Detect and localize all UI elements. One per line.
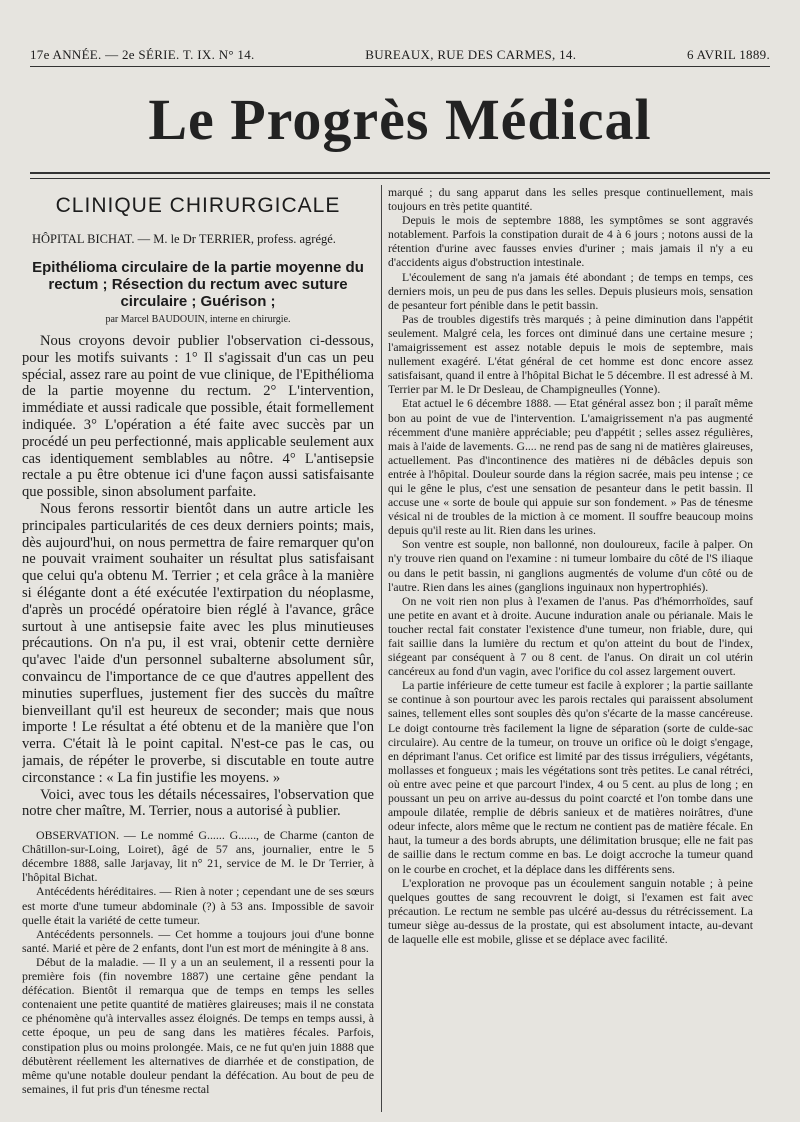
left-column — [22, 190, 374, 1096]
issue-date: 6 AVRIL 1889. — [687, 47, 770, 62]
paragraph: Voici, avec tous les détails nécessaires, l'observation que notre cher maître, M. Terrier, nous a autorisé à publier. — [22, 786, 374, 820]
masthead-rule-bottom — [30, 178, 770, 179]
antecedents-hereditary: Antécédents héréditaires. — Rien à noter ; cependant une de ses sœurs est morte d'une tumeur abdominale (?) à 53 ans. Impossible de savoir quelle était la variété de cette tumeur. — [22, 884, 374, 927]
paragraph: marqué ; du sang apparut dans les selles presque continuellement, mais toujours en très petite quantité. — [388, 186, 753, 214]
header-rule — [30, 66, 770, 67]
article-title: Epithélioma circulaire de la partie moyenne du rectum ; Résection du rectum avec suture circulaire ; Guérison ; — [32, 259, 364, 310]
section-title: CLINIQUE CHIRURGICALE — [55, 194, 341, 217]
masthead: Le Progrès Médical — [148, 87, 652, 152]
department-line: HÔPITAL BICHAT. — M. le Dr TERRIER, profess. agrégé. — [32, 232, 336, 246]
paragraph: Nous croyons devoir publier l'observation ci-dessous, pour les motifs suivants : 1° Il s'agissait d'un cas un peu spécial, assez rare au point de vue clinique, de l'Epithélioma de la partie moyenne du rectum. 2° L'intervention, immédiate et aussi radicale que possible, était formellement indiquée. 3° L'opération a été faite avec succès par un procédé un peu perfectionné, mais applicable seulement aux cas identiquement semblables au nôtre. 4° L'antisepsie rectale a pu être obtenue ici d'une façon aussi satisfaisante que possible, sinon absolument parfaite. — [22, 333, 374, 501]
paragraph: Nous ferons ressortir bientôt dans un autre article les principales particularités de ces deux derniers points; mais, dès aujourd'hui, on nous permettra de faire remarquer qu'on ne pouvait vraiment souhaiter un résultat plus satisfaisant que celui qu'a obtenu M. Terrier ; et cela grâce à la manière si élégante dont a été exécutée l'extirpation du néoplasme, d'après un procédé opératoire bien réglé à l'avance, grâce surtout à une antisepsie faite avec les plus minutieuses précautions. On n'a pu, il est vrai, obtenir cette dernière qu'avec l'aide d'un personnel subalterne absolument sûr, convaincu de l'importance de ce que d'autres appellent des minuties superflues, justement fier des succès du maître bienveillant qu'il est heureux de seconder; mais que nous importe ! Le résultat a été obtenu et de la manière que l'on verra. C'était là le point capital. N'est-ce pas le cas, ou jamais, de répéter le proverbe, si discutable en toute autre circonstance : « La fin justifie les moyens. » — [22, 500, 374, 786]
paragraph: Son ventre est souple, non ballonné, non douloureux, facile à palper. On n'y trouve rien quand on l'examine : ni tumeur lombaire du côté de l'S iliaque ou dans le petit bassin, ni ganglions augmentés de volume d'un côté ou de l'autre. Rien dans les aines (ganglions inguinaux non hypertrophiés). — [388, 538, 753, 594]
byline: par Marcel BAUDOUIN, interne en chirurgie. — [105, 314, 291, 325]
disease-onset: Début de la maladie. — Il y a un an seulement, il a ressenti pour la première fois (fin novembre 1887) une certaine gêne pendant la défécation. Bientôt il remarqua que de temps en temps les selles contenaient une petite quantité de matières glaireuses; mais il ne constata ce phénomène qu'à intervalles assez éloignés. De temps en temps aussi, à cette époque, un peu de sang dans les matières fécales. Parfois, constipation plus ou moins prolongée. Mais, ce ne fut qu'en juin 1888 que débutèrent réellement les alternatives de diarrhée et de constipation, de même qu'une notable douleur pendant la défécation. Au bout de peu de semaines, il fut pris d'un ténesme rectal — [22, 954, 374, 1096]
paragraph: Pas de troubles digestifs très marqués ; à peine diminution dans l'appétit seulement. Malgré cela, les forces ont diminué dans une certaine mesure ; l'amaigrissement est assez notable depuis le mois de septembre, mais nullement exagéré. L'état général de cet homme est donc encore assez satisfaisant, quand il entre à l'hôpital Bichat le 5 décembre. Il est adressé à M. Terrier par M. le Dr Desleau, de Champigneulles (Yonne). — [388, 312, 753, 397]
paragraph: Etat actuel le 6 décembre 1888. — Etat général assez bon ; il paraît même bon au point de vue de l'intervention. L'amaigrissement n'a pas augmenté récemment d'une manière appréciable; peu d'appétit ; selles assez régulières, mais à l'aide de lavements. G.... ne rend pas de sang ni de matières glaireuses, actuellement. Pas d'incontinence des matières ni de débâcles depuis son entrée à l'hôpital. Douleur sourde dans la région sacrée, mais peu intense ; ce qui le gêne le plus, c'est une sensation de pesanteur dans le petit bassin. Il accuse une « sorte de boule qui appuie sur son fondement. » Pas de ténesme vésical ni de troubles de la miction à ce moment. Il souffre beaucoup moins depuis qu'il reste au lit. Rien dans les urines. — [388, 397, 753, 538]
right-column — [388, 186, 753, 947]
issue-header — [30, 47, 770, 63]
masthead-rule-top — [30, 172, 770, 174]
column-divider — [381, 185, 382, 1112]
paragraph: Depuis le mois de septembre 1888, les symptômes se sont aggravés notablement. Parfois la constipation durait de 4 à 6 jours ; notons aussi de la rétention d'urine avec fausses envies d'uriner ; mais jamais il n'y a eu d'accidents aigus d'obstruction intestinale. — [388, 214, 753, 270]
office-address: BUREAUX, RUE DES CARMES, 14. — [365, 47, 577, 62]
antecedents-personal: Antécédents personnels. — Cet homme a toujours joui d'une bonne santé. Marié et père de 2 enfants, dont l'un est mort de méningite à 8 ans. — [22, 926, 374, 955]
paragraph: L'écoulement de sang n'a jamais été abondant ; de temps en temps, ces derniers mois, un peu de pus dans les selles. Depuis plusieurs mois, sensation de pesanteur fort pénible dans le petit bassin. — [388, 270, 753, 312]
issue-info: 17e ANNÉE. — 2e SÉRIE. T. IX. N° 14. — [30, 47, 255, 62]
paragraph: La partie inférieure de cette tumeur est facile à explorer ; la partie saillante se continue à son pourtour avec les parois rectales qui paraissent absolument saines, tellement elles sont souples dès qu'on s'écarte de la masse cancéreuse. Le doigt contourne très facilement la ligne de séparation (sorte de culde-sac circulaire). Au centre de la tumeur, on trouve un orifice où le doigt s'engage, en déprimant l'anus. Cet orifice est limité par des tissus irréguliers, végétants, mollasses et fongueux ; mais les végétations sont très petites. Le canal rétréci, où entre avec peine et que parcourt l'index, 4 ou 5 cent. au plus de long ; en poussant un peu on arrive au-dessus du point coarcté et l'on tombe dans une ampoule dilatée, remplie de débris sanieux et de matières noirâtres, d'une odeur infecte, alors même que le rectum ne contient pas de matière fécale. En haut, la tumeur a des bords abrupts, une délimitation brusque; elle ne fait pas de saillie dans le rectum comme en bas. Le doigt accroche la tumeur quand on le courbe en crochet, et la déplace dans les différents sens. — [388, 679, 753, 876]
paragraph: L'exploration ne provoque pas un écoulement sanguin notable ; à peine quelques gouttes de sang recouvrent le doigt, si l'examen est fait avec précaution. Le rectum ne semble pas ulcéré au-dessus du rétrécissement. La tumeur siège au-dessus de la prostate, qui est absolument intacte, au-devant de laquelle elle est mobile, glisse et se déplace avec facilité. — [388, 876, 753, 946]
paragraph: On ne voit rien non plus à l'examen de l'anus. Pas d'hémorrhoïdes, sauf une petite en avant et à droite. Aucune induration anale ou périanale. Mais le toucher rectal fait constater l'existence d'une tumeur, non friable, dure, qui fait saillie dans la lumière du rectum et qu'on atteint du bout de l'index, siégeant par conséquent à 7 ou 8 cent. de l'anus. On dirait un col utérin cancéreux au fond d'un vagin, avec l'orifice du col assez largement ouvert. — [388, 594, 753, 679]
observation-paragraph: OBSERVATION. — Le nommé G...... G......, de Charme (canton de Châtillon-sur-Loing, Loiret), âgé de 57 ans, journalier, entre le 5 décembre 1888, salle Jarjavay, lit n° 21, service de M. le Dr Terrier, à l'hôpital Bichat. — [22, 828, 374, 885]
